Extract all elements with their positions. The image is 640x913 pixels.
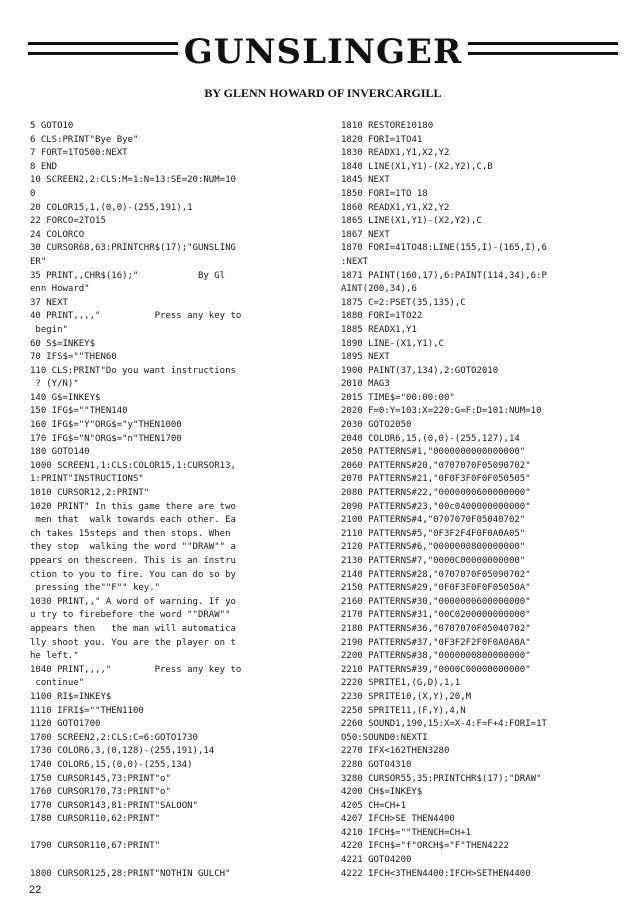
code-line: 2220 SPRITE1,(G,D),1,1 <box>341 678 461 689</box>
code-line: 2260 SOUND1,190,15:X=X-4:F=F+4:FORI=1T <box>341 719 547 730</box>
code-line: 1:PRINT"INSTRUCTIONS" <box>30 474 144 485</box>
code-line: 60 S$=INKEY$ <box>30 338 96 349</box>
article-byline: BY GLENN HOWARD OF INVERCARGILL <box>204 86 442 100</box>
code-line: ction to you to fire. You can do so by <box>30 569 236 580</box>
code-line: 2250 SPRITE11,(F,Y),4,N <box>341 705 466 716</box>
code-line: 1880 FORI=1TO22 <box>341 311 423 322</box>
code-line: 2080 PATTERNS#22,"0000000600000000" <box>341 488 531 499</box>
title-rule-right <box>468 42 618 56</box>
code-line: 1860 READX1,Y1,X2,Y2 <box>341 202 450 213</box>
code-listing-left-column <box>30 120 295 881</box>
code-line: 35 PRINT,,CHR$(16);" By Gl <box>30 270 226 281</box>
page-number: 22 <box>29 884 42 896</box>
code-line: men that walk towards each other. Ea <box>30 515 236 526</box>
code-line: AINT(200,34),6 <box>341 284 417 295</box>
code-line: 2170 PATTERNS#31,"00C0200000000000" <box>341 610 531 621</box>
article-header <box>28 24 618 100</box>
code-line: 1750 CURSOR145,73:PRINT"o" <box>30 773 171 784</box>
code-line: 110 CLS:PRINT"Do you want instructions <box>30 365 236 376</box>
code-line: 2130 PATTERNS#7,"0000C00000000000" <box>341 556 526 566</box>
code-line: 2190 PATTERNS#37,"0F3F2F2F0F0A0A0A" <box>341 637 531 648</box>
code-line: 1820 FORI=1TO41 <box>341 134 423 145</box>
code-line: 1730 COLOR6,3,(0,128)-(255,191),14 <box>30 746 215 757</box>
code-line: 40 PRINT,,,," Press any key to <box>30 311 242 322</box>
code-line: 1810 RESTORE10180 <box>341 121 434 131</box>
code-line: 1875 C=2:PSET(35,135),C <box>341 297 466 308</box>
code-line: 1770 CURSOR143,81:PRINT"SALOON" <box>30 800 198 811</box>
code-line: 2110 PATTERNS#5,"0F3F2F4F0F0A0A05" <box>341 528 526 539</box>
code-line: 1040 PRINT,,,," Press any key to <box>30 664 242 675</box>
code-line: 170 IFG$="N"ORG$="n"THEN1700 <box>30 433 182 444</box>
code-line: u try to firebefore the word ""DRAW"" <box>30 610 231 621</box>
code-line: 180 GOTO140 <box>30 447 90 458</box>
code-line: 1740 COLOR6,15,(0,0)-(255,134) <box>30 759 193 770</box>
code-line: 1780 CURSOR110,62:PRINT" <box>30 814 161 825</box>
code-line: 4222 IFCH<3THEN4400:IFCH>SETHEN4400 <box>341 868 531 879</box>
code-line: 2070 PATTERNS#21,"0F0F3F0F0F050505" <box>341 474 531 485</box>
code-line: 20 COLOR15,1,(0,0)-(255,191),1 <box>30 202 193 213</box>
code-line: 4220 IFCH$="f"ORCH$="F"THEN4222 <box>341 841 509 852</box>
code-line: lly shoot you. You are the player on t <box>30 637 236 648</box>
code-line: 1865 LINE(X1,Y1)-(X2,Y2),C <box>341 216 482 227</box>
code-line: 4210 IFCH$=""THENCH=CH+1 <box>341 827 472 838</box>
title-rule-left <box>28 42 178 56</box>
code-line: 1830 READX1,Y1,X2,Y2 <box>341 148 450 159</box>
code-line: 0 <box>30 188 36 199</box>
code-line: 1900 PAINT(37,134),2:GOTO2010 <box>341 365 499 376</box>
code-line: 2050 PATTERNS#1,"0000000000000000" <box>341 447 526 458</box>
code-line: 10 SCREEN2,2:CLS:M=1:N=13:SE=20:NUM=10 <box>30 175 236 186</box>
code-line: 37 NEXT <box>30 297 68 308</box>
code-line: ER" <box>30 256 47 267</box>
code-line: 1110 IFRI$=""THEN1100 <box>30 705 144 716</box>
code-line: 2230 SPRITE10,(X,Y),20,M <box>341 691 472 702</box>
code-line: 2030 GOTO2050 <box>341 420 412 431</box>
code-line: 1840 LINE(X1,Y1)-(X2,Y2),C,B <box>341 161 493 172</box>
code-line: 4221 GOTO4200 <box>341 855 412 866</box>
code-line: 1800 CURSOR125,28:PRINT"NOTHIN GULCH" <box>30 868 231 879</box>
code-line: :NEXT <box>341 256 369 267</box>
code-line: 2270 IFX<162THEN3280 <box>341 746 450 757</box>
code-line: 7 FORT=1TO500:NEXT <box>30 148 128 159</box>
code-line: 1850 FORI=1TO 18 <box>341 188 428 199</box>
blank-line <box>30 854 295 868</box>
code-line: 22 FORCO=2TO15 <box>30 216 106 227</box>
code-line: 8 END <box>30 161 58 172</box>
code-listing-right-column <box>341 120 616 881</box>
code-line: 2090 PATTERNS#23,"00c0400000000000" <box>341 501 531 512</box>
code-line: 2120 PATTERNS#6,"0000000800000000" <box>341 542 526 553</box>
code-line: ch takes 15steps and then stops. When <box>30 528 231 539</box>
code-line: 4207 IFCH>SE THEN4400 <box>341 814 455 825</box>
code-line: 2015 TIME$="00:00:00" <box>341 392 455 403</box>
code-line: 2100 PATTERNS#4,"0707070F05040702" <box>341 515 526 526</box>
code-line: 1030 PRINT,," A word of warning. If yo <box>30 596 236 607</box>
code-line: 2160 PATTERNS#30,"0000000600000000" <box>341 596 531 607</box>
code-line: 1100 RI$=INKEY$ <box>30 691 112 702</box>
code-line: 1760 CURSOR170,73:PRINT"o" <box>30 787 171 798</box>
code-line: 2150 PATTERNS#29,"0F0F3F0F0F05050A" <box>341 583 531 594</box>
code-line: 140 G$=INKEY$ <box>30 392 101 403</box>
code-line: enn Howard" <box>30 284 90 295</box>
code-line: 2200 PATTERNS#38,"0000000800000000" <box>341 651 531 662</box>
code-line: 1790 CURSOR110,67:PRINT" <box>30 841 161 852</box>
code-line: 1885 READX1,Y1 <box>341 324 417 335</box>
code-line: 1010 CURSOR12,2:PRINT" <box>30 488 150 499</box>
code-line: 150 IFG$=""THEN140 <box>30 406 128 417</box>
code-line: 2280 GOTO4310 <box>341 759 412 770</box>
blank-line <box>30 827 295 841</box>
code-line: 3280 CURSOR55,35:PRINTCHR$(17);"DRAW" <box>341 773 542 784</box>
code-line: 1120 GOTO1700 <box>30 719 101 730</box>
code-line: 2060 PATTERNS#20,"0707070F05090702" <box>341 460 531 471</box>
code-line: pressing the""F"" key." <box>30 583 161 594</box>
code-line: ? (Y/N)" <box>30 379 79 390</box>
code-line: 6 CLS:PRINT"Bye Bye" <box>30 134 139 145</box>
code-line: they stop walking the word ""DRAW"" a <box>30 542 236 553</box>
code-line: 2210 PATTERNS#39,"0000C00000000000" <box>341 664 531 675</box>
code-line: 30 CURSOR68,63:PRINTCHR$(17);"GUNSLING <box>30 243 236 254</box>
code-line: 1871 PAINT(160,17),6:PAINT(114,34),6:P <box>341 270 547 281</box>
code-line: begin" <box>30 324 68 335</box>
code-line: 2180 PATTERNS#36,"0707070F05040702" <box>341 623 531 634</box>
code-line: 160 IFG$="Y"ORG$="y"THEN1000 <box>30 420 182 431</box>
article-title: GUNSLINGER <box>183 32 463 72</box>
code-line: appears then the man will automatica <box>30 623 236 634</box>
code-line: 1870 FORI=41TO48:LINE(155,I)-(165,I),6 <box>341 243 547 254</box>
code-line: 1890 LINE-(X1,Y1),C <box>341 338 444 349</box>
code-line: 5 GOTO10 <box>30 121 74 131</box>
code-line: 2040 COLOR6,15,(0,0)-(255,127),14 <box>341 433 520 444</box>
code-line: 1867 NEXT <box>341 229 390 240</box>
code-line: 4205 CH=CH+1 <box>341 800 407 811</box>
code-line: 4200 CH$=INKEY$ <box>341 787 423 798</box>
code-line: 1700 SCREEN2,2:CLS:C=6:GOTO1730 <box>30 732 198 743</box>
code-line: 1845 NEXT <box>341 175 390 186</box>
code-line: 2010 MAG3 <box>341 379 390 390</box>
code-line: O50:SOUND0:NEXTI <box>341 732 428 743</box>
code-line: 2020 F=0:Y=103:X=220:G=F:D=101:NUM=10 <box>341 406 542 417</box>
code-line: 1895 NEXT <box>341 352 390 363</box>
code-line: he left." <box>30 651 79 662</box>
code-line: 2140 PATTERNS#28,"0707070F05090702" <box>341 569 531 580</box>
code-line: continue" <box>30 678 85 689</box>
code-line: ppears on thescreen. This is an instru <box>30 556 236 566</box>
code-line: 24 COLORCO <box>30 229 85 240</box>
code-line: 1020 PRINT" In this game there are two <box>30 501 236 512</box>
code-line: 1000 SCREEN1,1:CLS:COLOR15,1:CURSOR13, <box>30 460 236 471</box>
code-line: 70 IFS$=""THEN60 <box>30 352 117 363</box>
